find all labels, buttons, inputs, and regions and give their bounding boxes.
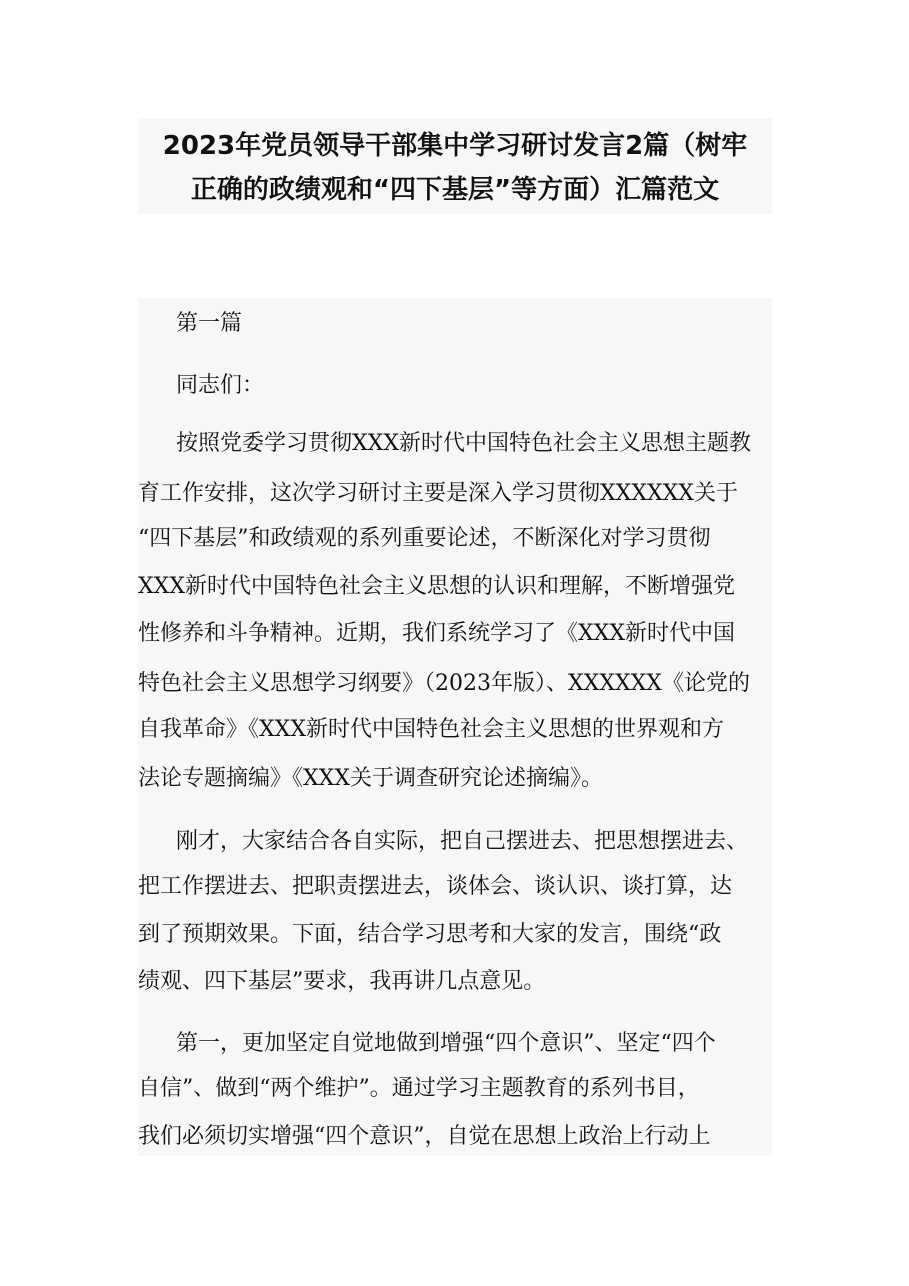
salutation: 同志们： xyxy=(176,373,265,398)
title-line-1: 2023年党员领导干部集中学习研讨发言2篇（树牢 xyxy=(162,131,748,161)
paragraph-2-line-1: 刚才，大家结合各自实际，把自己摆进去、把思想摆进去、 xyxy=(176,829,749,854)
paragraph-3-line-3: 我们必须切实增强“四个意识”，自觉在思想上政治上行动上 xyxy=(138,1124,711,1149)
document-title xyxy=(138,118,772,214)
paragraph-1-line-7: 自我革命》《XXX新时代中国特色社会主义思想的世界观和方 xyxy=(138,717,724,742)
paragraph-1-line-5: 性修养和斗争精神。近期，我们系统学习了《XXX新时代中国 xyxy=(138,621,735,646)
title-line-2: 正确的政绩观和“四下基层”等方面）汇篇范文 xyxy=(190,175,720,205)
paragraph-1-line-3: “四下基层”和政绩观的系列重要论述，不断深化对学习贯彻 xyxy=(138,526,711,551)
paragraph-2-line-2: 把工作摆进去、把职责摆进去，谈体会、谈认识、谈打算，达 xyxy=(138,874,733,899)
document-body xyxy=(138,298,772,1156)
paragraph-1-line-1: 按照党委学习贯彻XXX新时代中国特色社会主义思想主题教 xyxy=(176,431,751,456)
section-heading: 第一篇 xyxy=(176,311,243,336)
paragraph-3-line-1: 第一，更加坚定自觉地做到增强“四个意识”、坚定“四个 xyxy=(176,1031,716,1056)
paragraph-3-line-2: 自信”、做到“两个维护”。通过学习主题教育的系列书目， xyxy=(138,1076,700,1101)
paragraph-1-line-2: 育工作安排，这次学习研讨主要是深入学习贯彻XXXXXX关于 xyxy=(138,481,738,506)
paragraph-1-line-4: XXX新时代中国特色社会主义思想的认识和理解，不断增强党 xyxy=(138,574,735,599)
paragraph-1-line-6: 特色社会主义思想学习纲要》（2023年版）、XXXXXX《论党的 xyxy=(138,671,750,696)
paragraph-1-line-8: 法论专题摘编》《XXX关于调查研究论述摘编》。 xyxy=(138,766,603,791)
paragraph-2-line-3: 到了预期效果。下面，结合学习思考和大家的发言，围绕“政 xyxy=(138,922,722,947)
paragraph-2-line-4: 绩观、四下基层”要求，我再讲几点意见。 xyxy=(138,969,546,994)
